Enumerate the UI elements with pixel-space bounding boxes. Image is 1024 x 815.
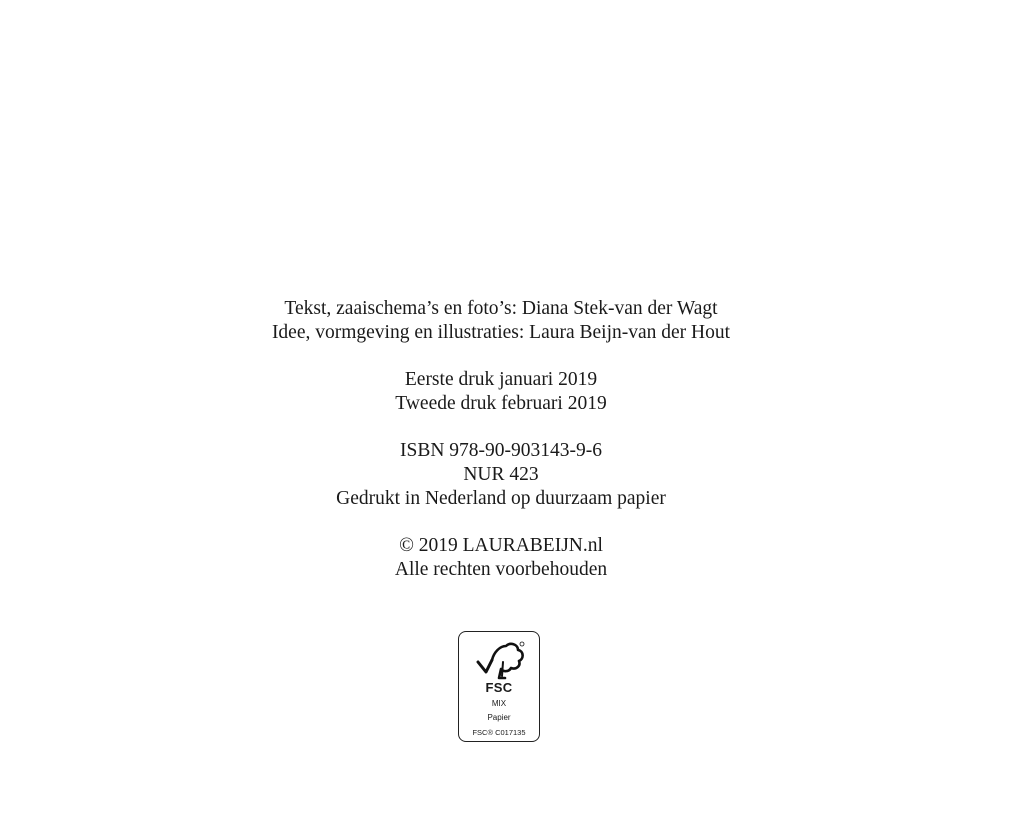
- fsc-type: MIX: [491, 699, 507, 708]
- printed-note: Gedrukt in Nederland op duurzaam papier: [336, 488, 666, 509]
- colophon: [0, 297, 1002, 605]
- credit-design: Idee, vormgeving en illustraties: Laura Beijn-van der Hout: [271, 322, 731, 343]
- credits-block: [0, 297, 1002, 345]
- fsc-license: FSC® C017135: [472, 728, 526, 737]
- fsc-brand: FSC: [485, 680, 513, 695]
- nur-code: NUR 423: [463, 464, 539, 485]
- rights-reserved: Alle rechten voorbehouden: [394, 559, 608, 580]
- first-print: Eerste druk januari 2019: [404, 369, 598, 390]
- rights-block: [0, 534, 1002, 582]
- second-print: Tweede druk februari 2019: [395, 393, 607, 414]
- credit-text-photos: Tekst, zaaischema’s en foto’s: Diana Stek-van der Wagt: [284, 298, 718, 319]
- fsc-tree-icon: [472, 638, 528, 684]
- isbn: ISBN 978-90-903143-9-6: [399, 440, 603, 461]
- fsc-logo: [458, 631, 540, 742]
- publication-block: [0, 439, 1002, 511]
- copyright: © 2019 LAURABEIJN.nl: [399, 535, 603, 556]
- fsc-material: Papier: [487, 713, 511, 722]
- print-history-block: [0, 368, 1002, 416]
